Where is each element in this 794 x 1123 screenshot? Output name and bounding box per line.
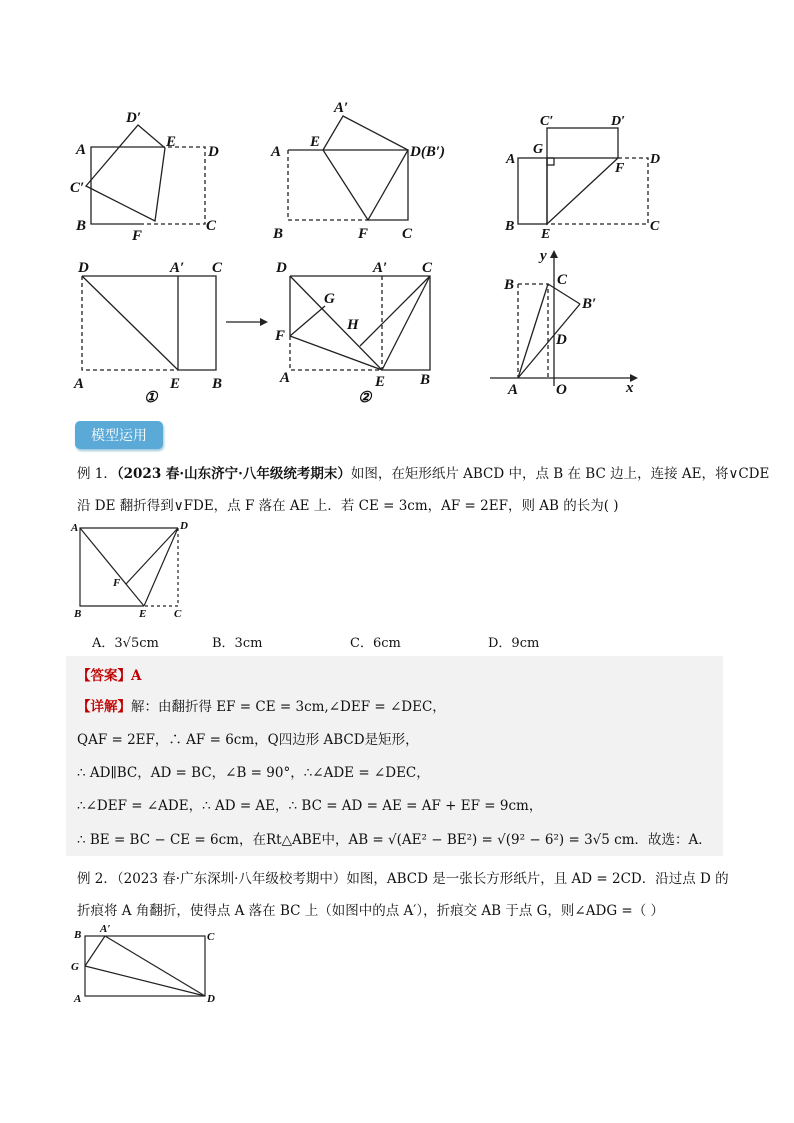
figure-coordinate bbox=[488, 246, 648, 396]
example1-figure bbox=[68, 518, 198, 622]
figure-fold-5 bbox=[270, 256, 440, 406]
point-label: O bbox=[556, 382, 567, 396]
point-label: D bbox=[208, 144, 219, 160]
point-label: A′ bbox=[100, 923, 111, 935]
point-label: B bbox=[76, 218, 87, 234]
point-label: F bbox=[615, 161, 625, 176]
point-label: B bbox=[504, 277, 515, 293]
example1-line1: 例 1．（2023 春·山东济宁·八年级统考期末）如图，在矩形纸片 ABCD 中，点 B 在 BC 边上，连接 AE，将∨CDE bbox=[77, 466, 770, 482]
point-label: ② bbox=[358, 390, 372, 406]
point-label: C bbox=[207, 931, 215, 943]
detail-line-3: ∴ AD∥BC，AD = BC，∠B = 90°，∴∠ADE = ∠DEC， bbox=[77, 765, 430, 781]
point-label: A bbox=[71, 522, 79, 534]
option-d: D．9cm bbox=[488, 636, 540, 651]
detail-line-2: QAF = 2EF，∴ AF = 6cm，Q四边形 ABCD是矩形， bbox=[77, 732, 419, 748]
figure-fold-2 bbox=[268, 94, 468, 244]
point-label: A′ bbox=[170, 260, 185, 276]
point-label: A′ bbox=[334, 100, 349, 116]
point-label: E bbox=[170, 376, 181, 392]
point-label: E bbox=[166, 134, 177, 150]
point-label: D bbox=[78, 260, 89, 276]
answer-box bbox=[66, 656, 723, 856]
point-label: C bbox=[557, 272, 568, 288]
point-label: F bbox=[113, 577, 121, 589]
example2-line1: 例 2．（2023 春·广东深圳·八年级校考期中）如图，ABCD 是一张长方形纸片，且 AD = 2CD．沿过点 D 的 bbox=[77, 871, 729, 887]
point-label: F bbox=[358, 226, 369, 242]
example2-figure bbox=[68, 922, 228, 1008]
point-label: C bbox=[650, 219, 660, 234]
point-label: ① bbox=[144, 390, 158, 406]
point-label: C′ bbox=[540, 114, 554, 129]
point-label: A bbox=[74, 376, 85, 392]
option-b: B．3cm bbox=[212, 636, 263, 651]
point-label: D bbox=[556, 332, 567, 348]
point-label: A bbox=[280, 370, 291, 386]
detail-line-4: ∴∠DEF = ∠ADE，∴ AD = AE，∴ BC = AD = AE = AF + EF = 9cm， bbox=[77, 798, 543, 814]
example1-line2: 沿 DE 翻折得到∨FDE，点 F 落在 AE 上．若 CE = 3cm，AF = 2EF，则 AB 的长为( ) bbox=[77, 498, 619, 514]
point-label: A′ bbox=[373, 260, 388, 276]
point-label: C bbox=[212, 260, 223, 276]
point-label: B′ bbox=[582, 296, 597, 312]
point-label: B bbox=[74, 608, 82, 620]
point-label: E bbox=[375, 374, 386, 390]
point-label: B bbox=[273, 226, 284, 242]
point-label: D′ bbox=[611, 114, 626, 129]
detail-line-1: 【详解】解：由翻折得 EF = CE = 3cm,∠DEF = ∠DEC， bbox=[77, 699, 446, 715]
point-label: y bbox=[540, 248, 547, 264]
point-label: D bbox=[207, 993, 215, 1005]
point-label: A bbox=[508, 382, 519, 396]
point-label: A bbox=[74, 993, 82, 1005]
point-label: E bbox=[541, 227, 551, 240]
point-label: D bbox=[180, 520, 188, 532]
point-label: F bbox=[132, 228, 143, 240]
point-label: H bbox=[347, 317, 359, 333]
point-label: G bbox=[71, 961, 79, 973]
point-label: F bbox=[275, 328, 286, 344]
point-label: B bbox=[74, 929, 82, 941]
point-label: C bbox=[402, 226, 413, 242]
point-label: C bbox=[174, 608, 182, 620]
section-badge: 模型运用 bbox=[75, 421, 163, 449]
point-label: G bbox=[533, 142, 544, 157]
answer-line: 【答案】A bbox=[77, 668, 142, 684]
arrow-icon bbox=[224, 314, 270, 330]
point-label: D bbox=[276, 260, 287, 276]
figure-fold-1 bbox=[68, 104, 238, 240]
point-label: A bbox=[76, 142, 87, 158]
point-label: D bbox=[650, 152, 661, 167]
detail-line-5: ∴ BE = BC − CE = 6cm，在Rt△ABE中，AB = √(AE² − BE²) = √(9² − 6²) = 3√5 cm．故选：A． bbox=[77, 832, 712, 848]
label: D′ bbox=[126, 110, 142, 126]
point-label: E bbox=[310, 134, 321, 150]
option-a: A．3√5cm bbox=[92, 636, 159, 651]
figure-fold-3 bbox=[500, 110, 670, 240]
point-label: C bbox=[422, 260, 433, 276]
point-label: C′ bbox=[70, 180, 85, 196]
point-label: A bbox=[271, 144, 282, 160]
point-label: x bbox=[626, 380, 634, 396]
point-label: B bbox=[212, 376, 223, 392]
figure-fold-4 bbox=[72, 256, 232, 406]
point-label: B bbox=[505, 219, 515, 234]
point-label: D(B′) bbox=[410, 144, 446, 160]
option-c: C．6cm bbox=[350, 636, 401, 651]
point-label: B bbox=[420, 372, 431, 388]
point-label: A bbox=[506, 152, 516, 167]
point-label: G bbox=[324, 291, 335, 307]
point-label: E bbox=[139, 608, 147, 620]
example2-line2: 折痕将 A 角翻折，使得点 A 落在 BC 上（如图中的点 A′），折痕交 AB 于点 G，则∠ADG =（ ） bbox=[77, 903, 664, 919]
point-label: C bbox=[206, 218, 217, 234]
